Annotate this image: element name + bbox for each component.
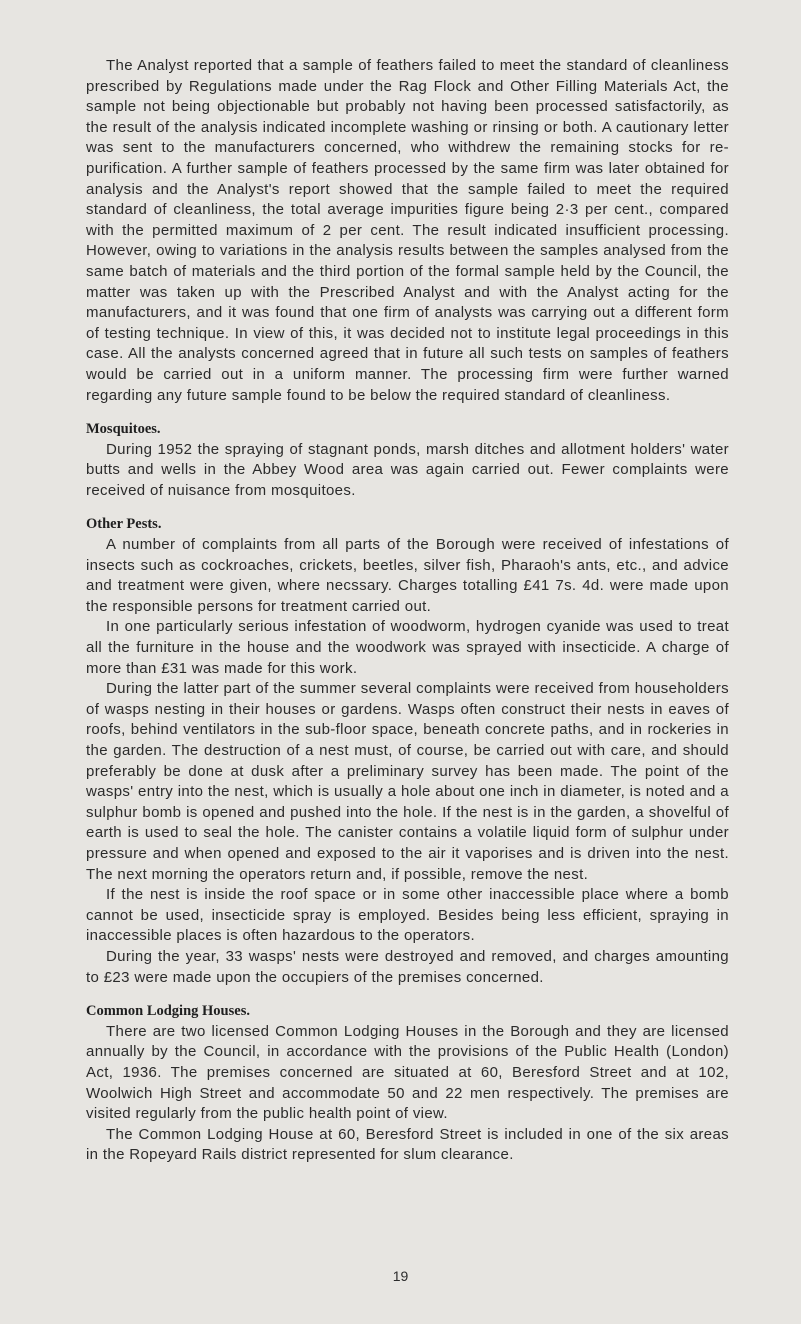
common-lodging-section: [86, 1001, 729, 1166]
other-pests-paragraph-2: In one particularly serious infestation of woodworm, hydrogen cyanide was used to treat all the furniture in the house and the woodwork was sprayed with insecticide. A charge of more than £31 was made for this work.: [86, 618, 729, 677]
mosquitoes-section: [86, 419, 729, 501]
common-lodging-heading: Common Lodging Houses.: [86, 1003, 250, 1020]
page-number: 19: [392, 1268, 409, 1284]
other-pests-paragraph-5: During the year, 33 wasps' nests were destroyed and removed, and charges amounting to £23 were made upon the occupiers of the premises concerned.: [86, 947, 729, 986]
other-pests-paragraph-3: During the latter part of the summer several complaints were received from householders of wasps nesting in their houses or gardens. Wasps often construct their nests in eaves of roofs, behind ventilators in the sub-floor space, beneath concrete paths, and in rockeries in the garden. The destruction of a nest must, of course, be carried out with care, and should preferably be done at dusk after a preliminary survey has been made. The point of the wasps' entry into the nest, which is usually a hole about one inch in diameter, is noted and a sulphur bomb is opened and pushed into the hole. If the nest is in the garden, a shovelful of earth is used to seal the hole. The canister contains a volatile liquid form of sulphur under pressure and when opened and exposed to the air it vaporises and is driven into the nest. The next morning the operators return and, if possible, remove the nest.: [86, 680, 729, 883]
other-pests-paragraph-1: A number of complaints from all parts of the Borough were received of infestations of insects such as cockroaches, crickets, beetles, silver fish, Pharaoh's ants, etc., and advice and treatment were given, where necssary. Charges totalling £41 7s. 4d. were made upon the responsible persons for treatment carried out.: [86, 536, 729, 615]
common-lodging-paragraph-2: The Common Lodging House at 60, Beresford Street is included in one of the six areas in the Ropeyard Rails district represented for slum clearance.: [86, 1125, 729, 1164]
mosquitoes-paragraph: During 1952 the spraying of stagnant ponds, marsh ditches and allotment holders' water butts and wells in the Abbey Wood area was again carried out. Fewer complaints were received of nuisance from mosquitoes.: [86, 440, 729, 499]
intro-paragraph: The Analyst reported that a sample of feathers failed to meet the standard of cleanliness prescribed by Regulations made under the Rag Flock and Other Filling Materials Act, the sample not being objectionable but probably not having been processed satisfactorily, as the result of the analysis indicated incomplete washing or rinsing or both. A cautionary letter was sent to the manufacturers concerned, who withdrew the remaining stocks for re-purification. A further sample of feathers processed by the same firm was later obtained for analysis and the Analyst's report showed that the sample failed to meet the required standard of cleanliness, the total average impurities figure being 2·3 per cent., compared with the permitted maximum of 2 per cent. The result indicated insufficient processing. However, owing to variations in the analysis results between the samples analysed from the same batch of materials and the third portion of the formal sample held by the Council, the matter was taken up with the Prescribed Analyst and with the Analyst acting for the manufacturers, and it was found that one firm of analysts was carrying out a different form of testing technique. In view of this, it was decided not to institute legal proceedings in this case. All the analysts concerned agreed that in future all such tests on samples of feathers would be carried out in a uniform manner. The processing firm were further warned regarding any future sample found to be below the required standard of cleanliness.: [86, 57, 729, 404]
other-pests-section: [86, 514, 729, 988]
mosquitoes-heading: Mosquitoes.: [86, 421, 161, 438]
other-pests-heading: Other Pests.: [86, 516, 162, 533]
common-lodging-paragraph-1: There are two licensed Common Lodging Houses in the Borough and they are licensed annually by the Council, in accordance with the provisions of the Public Health (London) Act, 1936. The premises concerned are situated at 60, Beresford Street and at 102, Woolwich High Street and accommodate 50 and 22 men respectively. The premises are visited regularly from the public health point of view.: [86, 1022, 729, 1123]
other-pests-paragraph-4: If the nest is inside the roof space or in some other inaccessible place where a bomb cannot be used, insecticide spray is employed. Besides being less efficient, spraying in inaccessible places is often hazardous to the operators.: [86, 886, 729, 945]
